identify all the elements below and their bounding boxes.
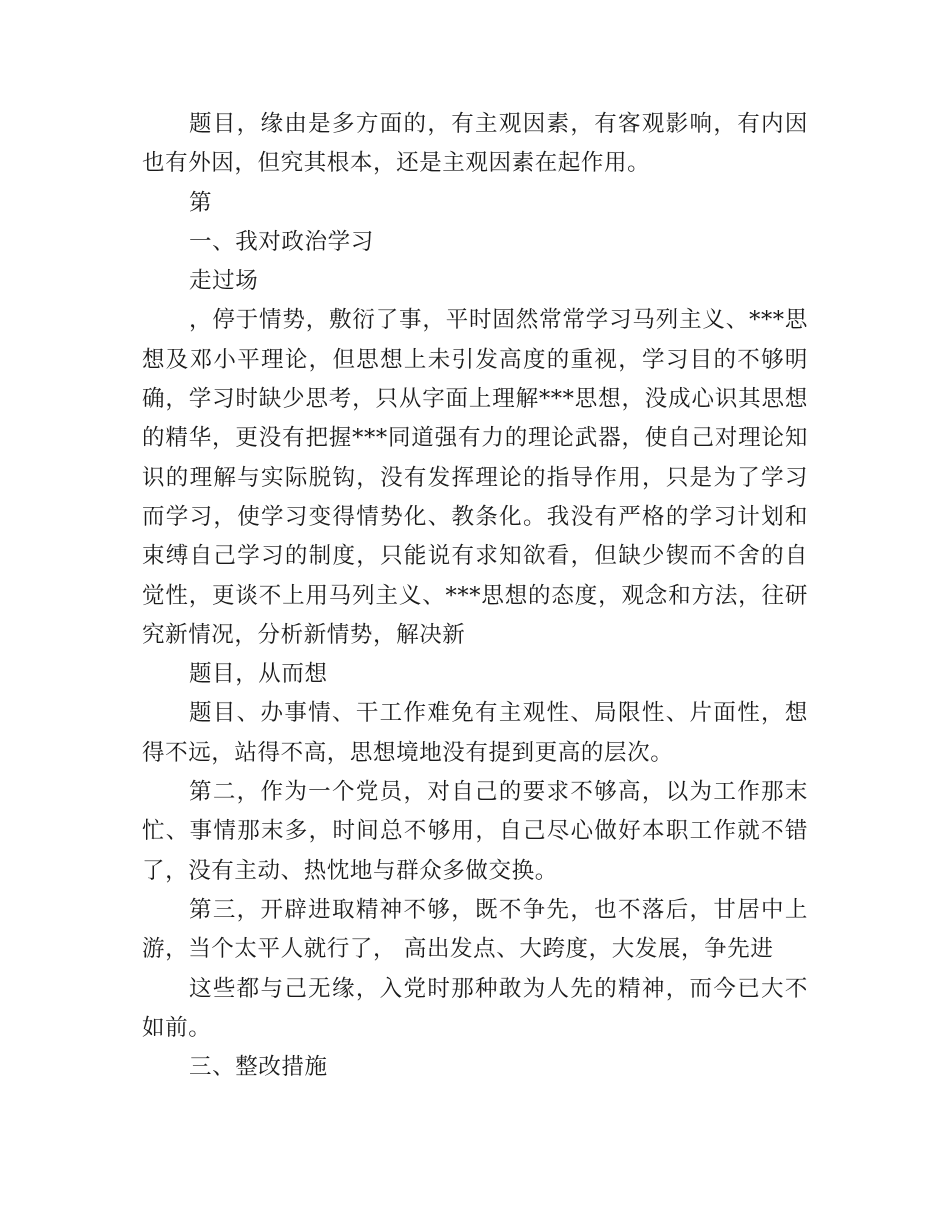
paragraph-7: 题目、办事情、干工作难免有主观性、局限性、片面性，想得不远，站得不高，思想境地没有提到更高的层次。	[142, 700, 808, 766]
heading-political-study: 一、我对政治学习	[189, 228, 374, 255]
paragraph-10: 这些都与己无缘，入党时那种敢为人先的精神，而今已大不如前。	[142, 975, 808, 1041]
paragraph-9: 第三，开辟进取精神不够，既不争先，也不落后，甘居中上游，当个太平人就行了， 高出发点、大跨度，大发展，争先进	[142, 896, 808, 963]
paragraph-2: 第	[189, 189, 213, 216]
heading-rectification-measures: 三、整改措施	[189, 1054, 328, 1081]
document-body	[142, 105, 808, 1087]
paragraph-8: 第二，作为一个党员，对自己的要求不够高，以为工作那末忙、事情那末多，时间总不够用，自己尽心做好本职工作就不错了，没有主动、热忱地与群众多做交换。	[142, 779, 808, 884]
paragraph-1: 题目，缘由是多方面的，有主观因素，有客观影响，有内因也有外因，但究其根本，还是主观因素在起作用。	[142, 111, 808, 177]
paragraph-4: 走过场	[189, 268, 259, 295]
paragraph-6: 题目，从而想	[189, 661, 328, 688]
paragraph-5: ，停于情势，敷衍了事，平时固然常常学习马列主义、***思想及邓小平理论，但思想上未引发高度的重视，学习目的不够明确，学习时缺少思考，只从字面上理解***思想，没成心识其思想的精华，更没有把握***同道强有力的理论武器，使自己对理论知识的理解与实际脱钩，没有发挥理论的指导作用，只是为了学习而学习，使学习变得情势化、教条化。我没有严格的学习计划和束缚自己学习的制度，只能说有求知欲看，但缺少锲而不舍的自觉性，更谈不上用马列主义、***思想的态度，观念和方法，往研究新情况，分析新情势，解决新	[142, 307, 808, 648]
